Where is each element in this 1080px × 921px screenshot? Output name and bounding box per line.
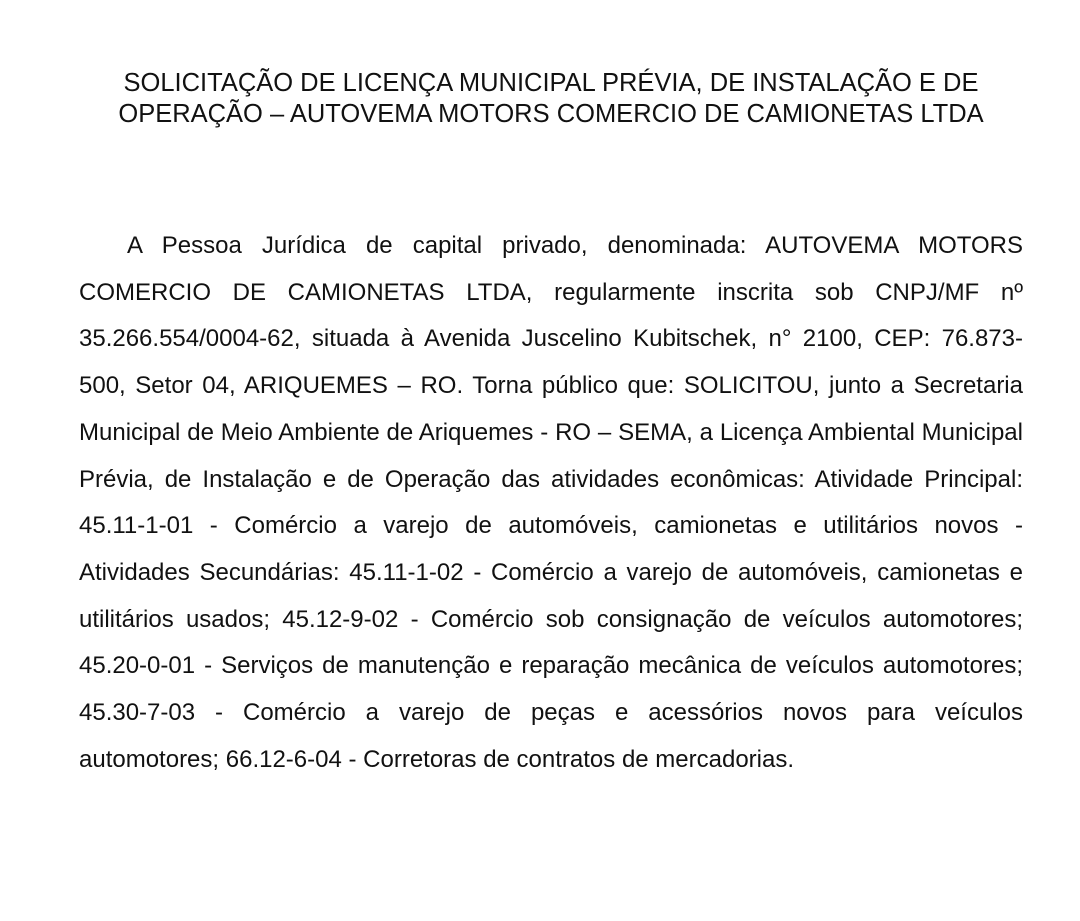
title-line-2: OPERAÇÃO – AUTOVEMA MOTORS COMERCIO DE CAMIONETAS LTDA [118,100,984,128]
title-line-1: SOLICITAÇÃO DE LICENÇA MUNICIPAL PRÉVIA, DE INSTALAÇÃO E DE [123,69,979,97]
document-title [79,0,1023,130]
document [79,0,1023,773]
document-body: A Pessoa Jurídica de capital privado, denominada: AUTOVEMA MOTORS COMERCIO DE CAMIONETAS LTDA, regularmente inscrita sob CNPJ/MF nº 35.266.554/0004-62, situada à Avenida Juscelino Kubitschek, n° 2100, CEP: 76.873-500, Setor 04, ARIQUEMES – RO. Torna público que: SOLICITOU, junto a Secretaria Municipal de Meio Ambiente de Ariquemes - RO – SEMA, a Licença Ambiental Municipal Prévia, de Instalação e de Operação das atividades econômicas: Atividade Principal: 45.11-1-01 - Comércio a varejo de automóveis, camionetas e utilitários novos - Atividades Secundárias: 45.11-1-02 - Comércio a varejo de automóveis, camionetas e utilitários usados; 45.12-9-02 - Comércio sob consignação de veículos automotores; 45.20-0-01 - Serviços de manutenção e reparação mecânica de veículos automotores; 45.30-7-03 - Comércio a varejo de peças e acessórios novos para veículos automotores; 66.12-6-04 - Corretoras de contratos de mercadorias. [79,232,1023,773]
